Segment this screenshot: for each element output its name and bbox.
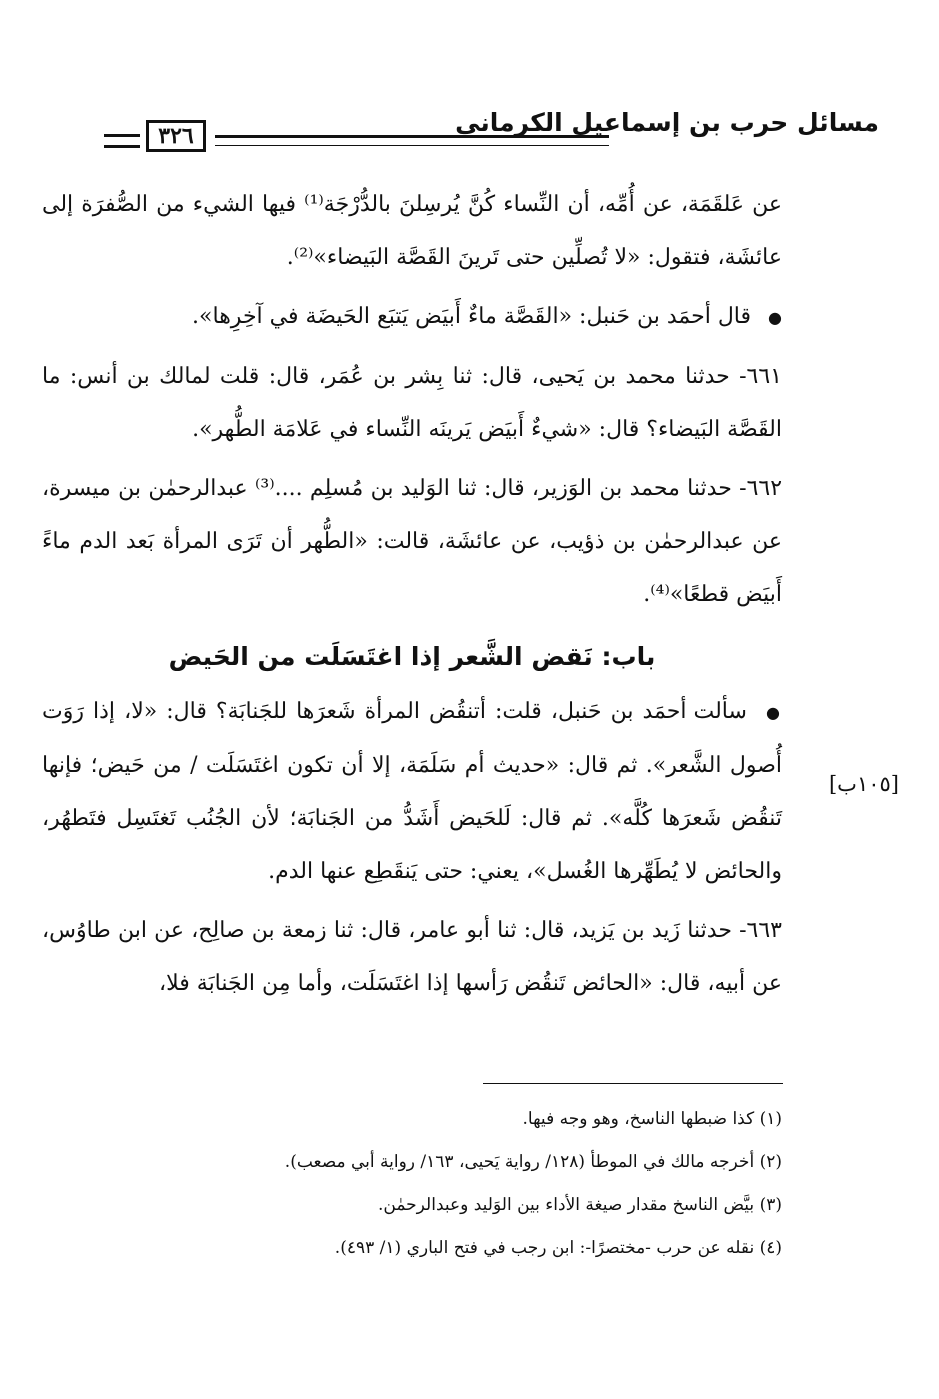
footnote: (٣) بيَّض الناسخ مقدار صيغة الأداء بين الوَليد وعبدالرحمٰن. (377, 1195, 782, 1215)
paragraph-text: ٦٦١- حدثنا محمد بن يَحيى، قال: ثنا بِشر بن عُمَر، قال: قلت لمالك بن أنس: ما القَصَّة البَيضاء؟ قال: «شيءٌ أَبيَض يَرينَه النِّساء في عَلامَة الطُّهر». (42, 364, 782, 442)
page-number: ٣٢٦ (146, 120, 206, 152)
paragraph-text: سألت أحمَد بن حَنبل، قلت: أتنقُض المرأة شَعرَها للجَنابَة؟ قال: «لا، إذا رَوَت أُصول الشَّعر». ثم قال: «حديث أم سَلَمَة، إلا أن تكون اغتَسَلَت / من حَيض؛ فإنها تَنقُض شَعرَها كُلَّه». ثم قال: لَلحَيض أَشَدُّ من الجَنابَة؛ لأن الجُنُب تَغتَسِل فتَطهُر، والحائض لا يُطَهِّرها الغُسل»، يعني: حتى يَنقَطِع عنها الدم. (42, 699, 782, 884)
paragraph (42, 904, 782, 1010)
footnote: (٤) نقله عن حرب -مختصرًا-: ابن رجب في فتح الباري (١/ ٤٩٣). (334, 1238, 782, 1258)
paragraph (42, 462, 782, 621)
bullet-icon: ● (768, 308, 782, 327)
header-dash (104, 134, 140, 148)
paragraph-text: ٦٦٣- حدثنا زَيد بن يَزيد، قال: ثنا أبو عامر، قال: ثنا زمعة بن صالِح، عن ابن طاوُس، عن أبيه، قال: «الحائض تَنقُض رَأسها إذا اغتَسَلَت، وأما مِن الجَنابَة فلا، (42, 918, 782, 996)
paragraph (42, 290, 782, 344)
paragraph-text: ٦٦٢- حدثنا محمد بن الوَزير، قال: ثنا الوَليد بن مُسلِم ....⁽³⁾ عبدالرحمٰن بن ميسرة، عن عبدالرحمٰن بن ذؤيب، عن عائشَة، قالت: «الطُّهر أن تَرَى المرأة بَعد الدم ماءً أَبيَض قطعًا»⁽⁴⁾. (42, 476, 783, 607)
footnote: (٢) أخرجه مالك في الموطأ (١٢٨/ رواية يَحيى، ١٦٣/ رواية أبي مصعب). (284, 1152, 782, 1172)
paragraph (42, 178, 782, 284)
paragraph-text: قال أحمَد بن حَنبل: «القَصَّة ماءٌ أَبيَض يَتبَع الحَيضَة في آخِرِها». (192, 304, 752, 329)
main-text (42, 178, 782, 1010)
bullet-icon: ● (765, 703, 783, 722)
footnote-separator (483, 1083, 783, 1084)
manuscript-folio-note: [١٠٥ب] (828, 772, 899, 796)
paragraph (42, 685, 782, 898)
page-header (20, 104, 879, 160)
footnotes (42, 1098, 782, 1270)
section-heading: باب: نَقض الشَّعر إذا اغتَسَلَت من الحَيض (168, 642, 656, 671)
header-rule (215, 135, 609, 146)
running-title: مسائل حرب بن إسماعيل الكرماني (455, 108, 879, 137)
paragraph (42, 350, 782, 456)
footnote: (١) كذا ضبطها الناسخ، وهو وجه فيها. (522, 1109, 782, 1129)
paragraph-text: عن عَلقَمَة، عن أُمِّه، أن النِّساء كُنَّ يُرسِلنَ بالدُّرْجَة⁽¹⁾ فيها الشيء من الصُّفرَة إلى عائشَة، فتقول: «لا تُصلِّين حتى تَرينَ القَصَّة البَيضاء»⁽²⁾. (42, 192, 782, 270)
